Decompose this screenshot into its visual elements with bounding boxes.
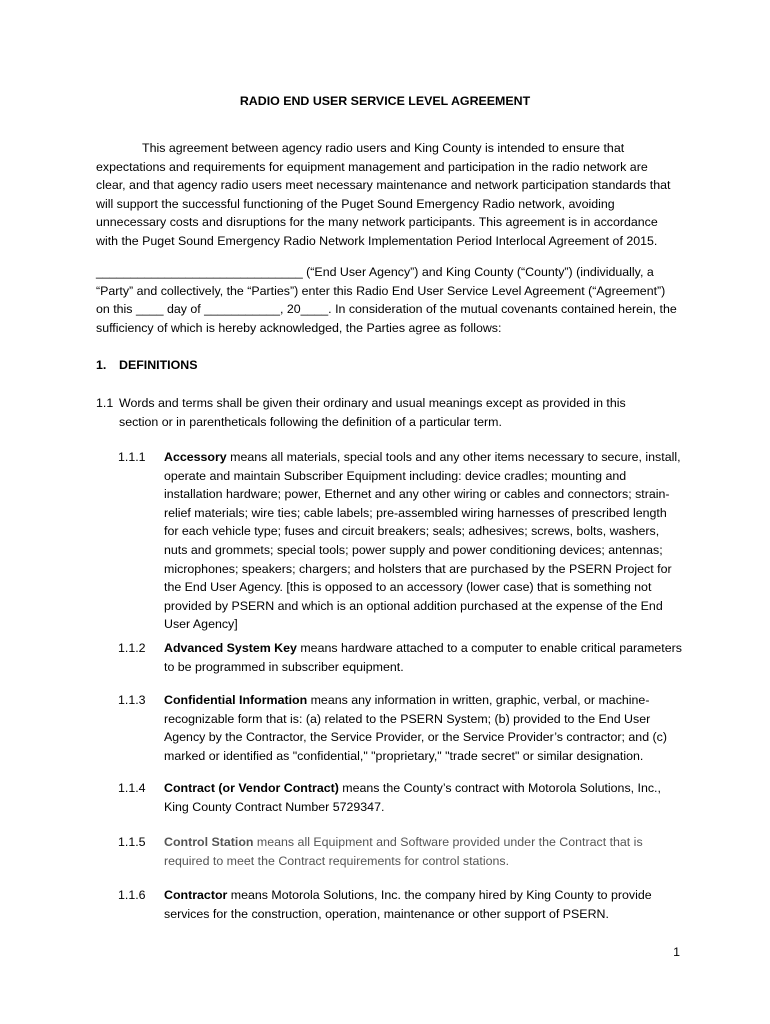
definition-text: means Motorola Solutions, Inc. the company hired by King County to provide services for the construction, operation, maintenance or other support of PSERN. bbox=[164, 888, 652, 921]
definition-item bbox=[118, 639, 684, 676]
definition-term: Confidential Information bbox=[164, 693, 308, 707]
definition-item bbox=[118, 779, 684, 816]
definition-term: Contractor bbox=[164, 888, 228, 902]
definition-text: means all Equipment and Software provided under the Contract that is required to meet the Contract requirements for control stations. bbox=[164, 835, 643, 868]
intro-paragraph: This agreement between agency radio users and King County is intended to ensure that expectations and requirements for equipment management and participation in the radio network are clear, and that agency radio users meet necessary maintenance and network participation standards that will support the successful functioning of the Puget Sound Emergency Radio network, avoiding unnecessary costs and disruptions for the many network participants. This agreement is in accordance with the Puget Sound Emergency Radio Network Implementation Period Interlocal Agreement of 2015. bbox=[96, 141, 671, 248]
definition-number: 1.1.6 bbox=[118, 888, 146, 902]
definition-number: 1.1.5 bbox=[118, 835, 146, 849]
definition-term: Accessory bbox=[164, 450, 227, 464]
definition-item bbox=[118, 886, 684, 923]
section-heading bbox=[96, 356, 197, 375]
subsection-1-1 bbox=[96, 394, 656, 431]
subsection-number: 1.1 bbox=[96, 396, 114, 410]
definition-number: 1.1.2 bbox=[118, 641, 146, 655]
definition-item bbox=[118, 691, 684, 765]
subsection-text: Words and terms shall be given their ordinary and usual meanings except as provided in this section or in parentheticals following the definition of a particular term. bbox=[119, 396, 626, 429]
definition-text: means hardware attached to a computer to enable critical parameters to be programmed in subscriber equipment. bbox=[164, 641, 682, 674]
section-title: DEFINITIONS bbox=[119, 358, 198, 372]
definition-text: means the County’s contract with Motorola Solutions, Inc., King County Contract Number 5729347. bbox=[164, 781, 661, 814]
definition-number: 1.1.1 bbox=[118, 450, 146, 464]
definition-item bbox=[118, 448, 684, 634]
definition-term: Control Station bbox=[164, 835, 254, 849]
definition-term: Contract (or Vendor Contract) bbox=[164, 781, 339, 795]
definition-text: means any information in written, graphic, verbal, or machine-recognizable form that is: (a) related to the PSERN System; (b) provided to the End User Agency by the Contractor, the Service Provider, or the Service Provider’s contractor; and (c) marked or identified as "confidential," "proprietary," "trade secret" or similar designation. bbox=[164, 693, 667, 763]
document-title: RADIO END USER SERVICE LEVEL AGREEMENT bbox=[239, 94, 531, 108]
parties-paragraph: ______________________________ (“End User Agency”) and King County (“County”) (individually, a “Party” and collectively, the “Parties”) enter this Radio End User Service Level Agreement (“Agreement”) on this ____ day of ___________, 20____. In consideration of the mutual covenants contained herein, the sufficiency of which is hereby acknowledged, the Parties agree as follows: bbox=[96, 265, 677, 335]
definition-item bbox=[118, 833, 684, 870]
definition-term: Advanced System Key bbox=[164, 641, 297, 655]
section-number: 1. bbox=[96, 358, 107, 372]
definition-number: 1.1.3 bbox=[118, 693, 146, 707]
definition-text: means all materials, special tools and any other items necessary to secure, install, operate and maintain Subscriber Equipment including: device cradles; mounting and installation hardware; power, Ethernet and any other wiring or cables and connectors; strain-relief materials; wire ties; cable labels; pre-assembled wiring harnesses of prescribed length for each vehicle type; fuses and circuit breakers; seals; adhesives; screws, bolts, washers, nuts and grommets; special tools; power supply and power conditioning devices; antennas; microphones; speakers; chargers; and holsters that are purchased by the PSERN Project for the End User Agency. [this is opposed to an accessory (lower case) that is something not provided by PSERN and which is an optional addition purchased at the expense of the End User Agency] bbox=[164, 450, 681, 632]
definition-number: 1.1.4 bbox=[118, 781, 146, 795]
page-number: 1 bbox=[673, 945, 680, 959]
